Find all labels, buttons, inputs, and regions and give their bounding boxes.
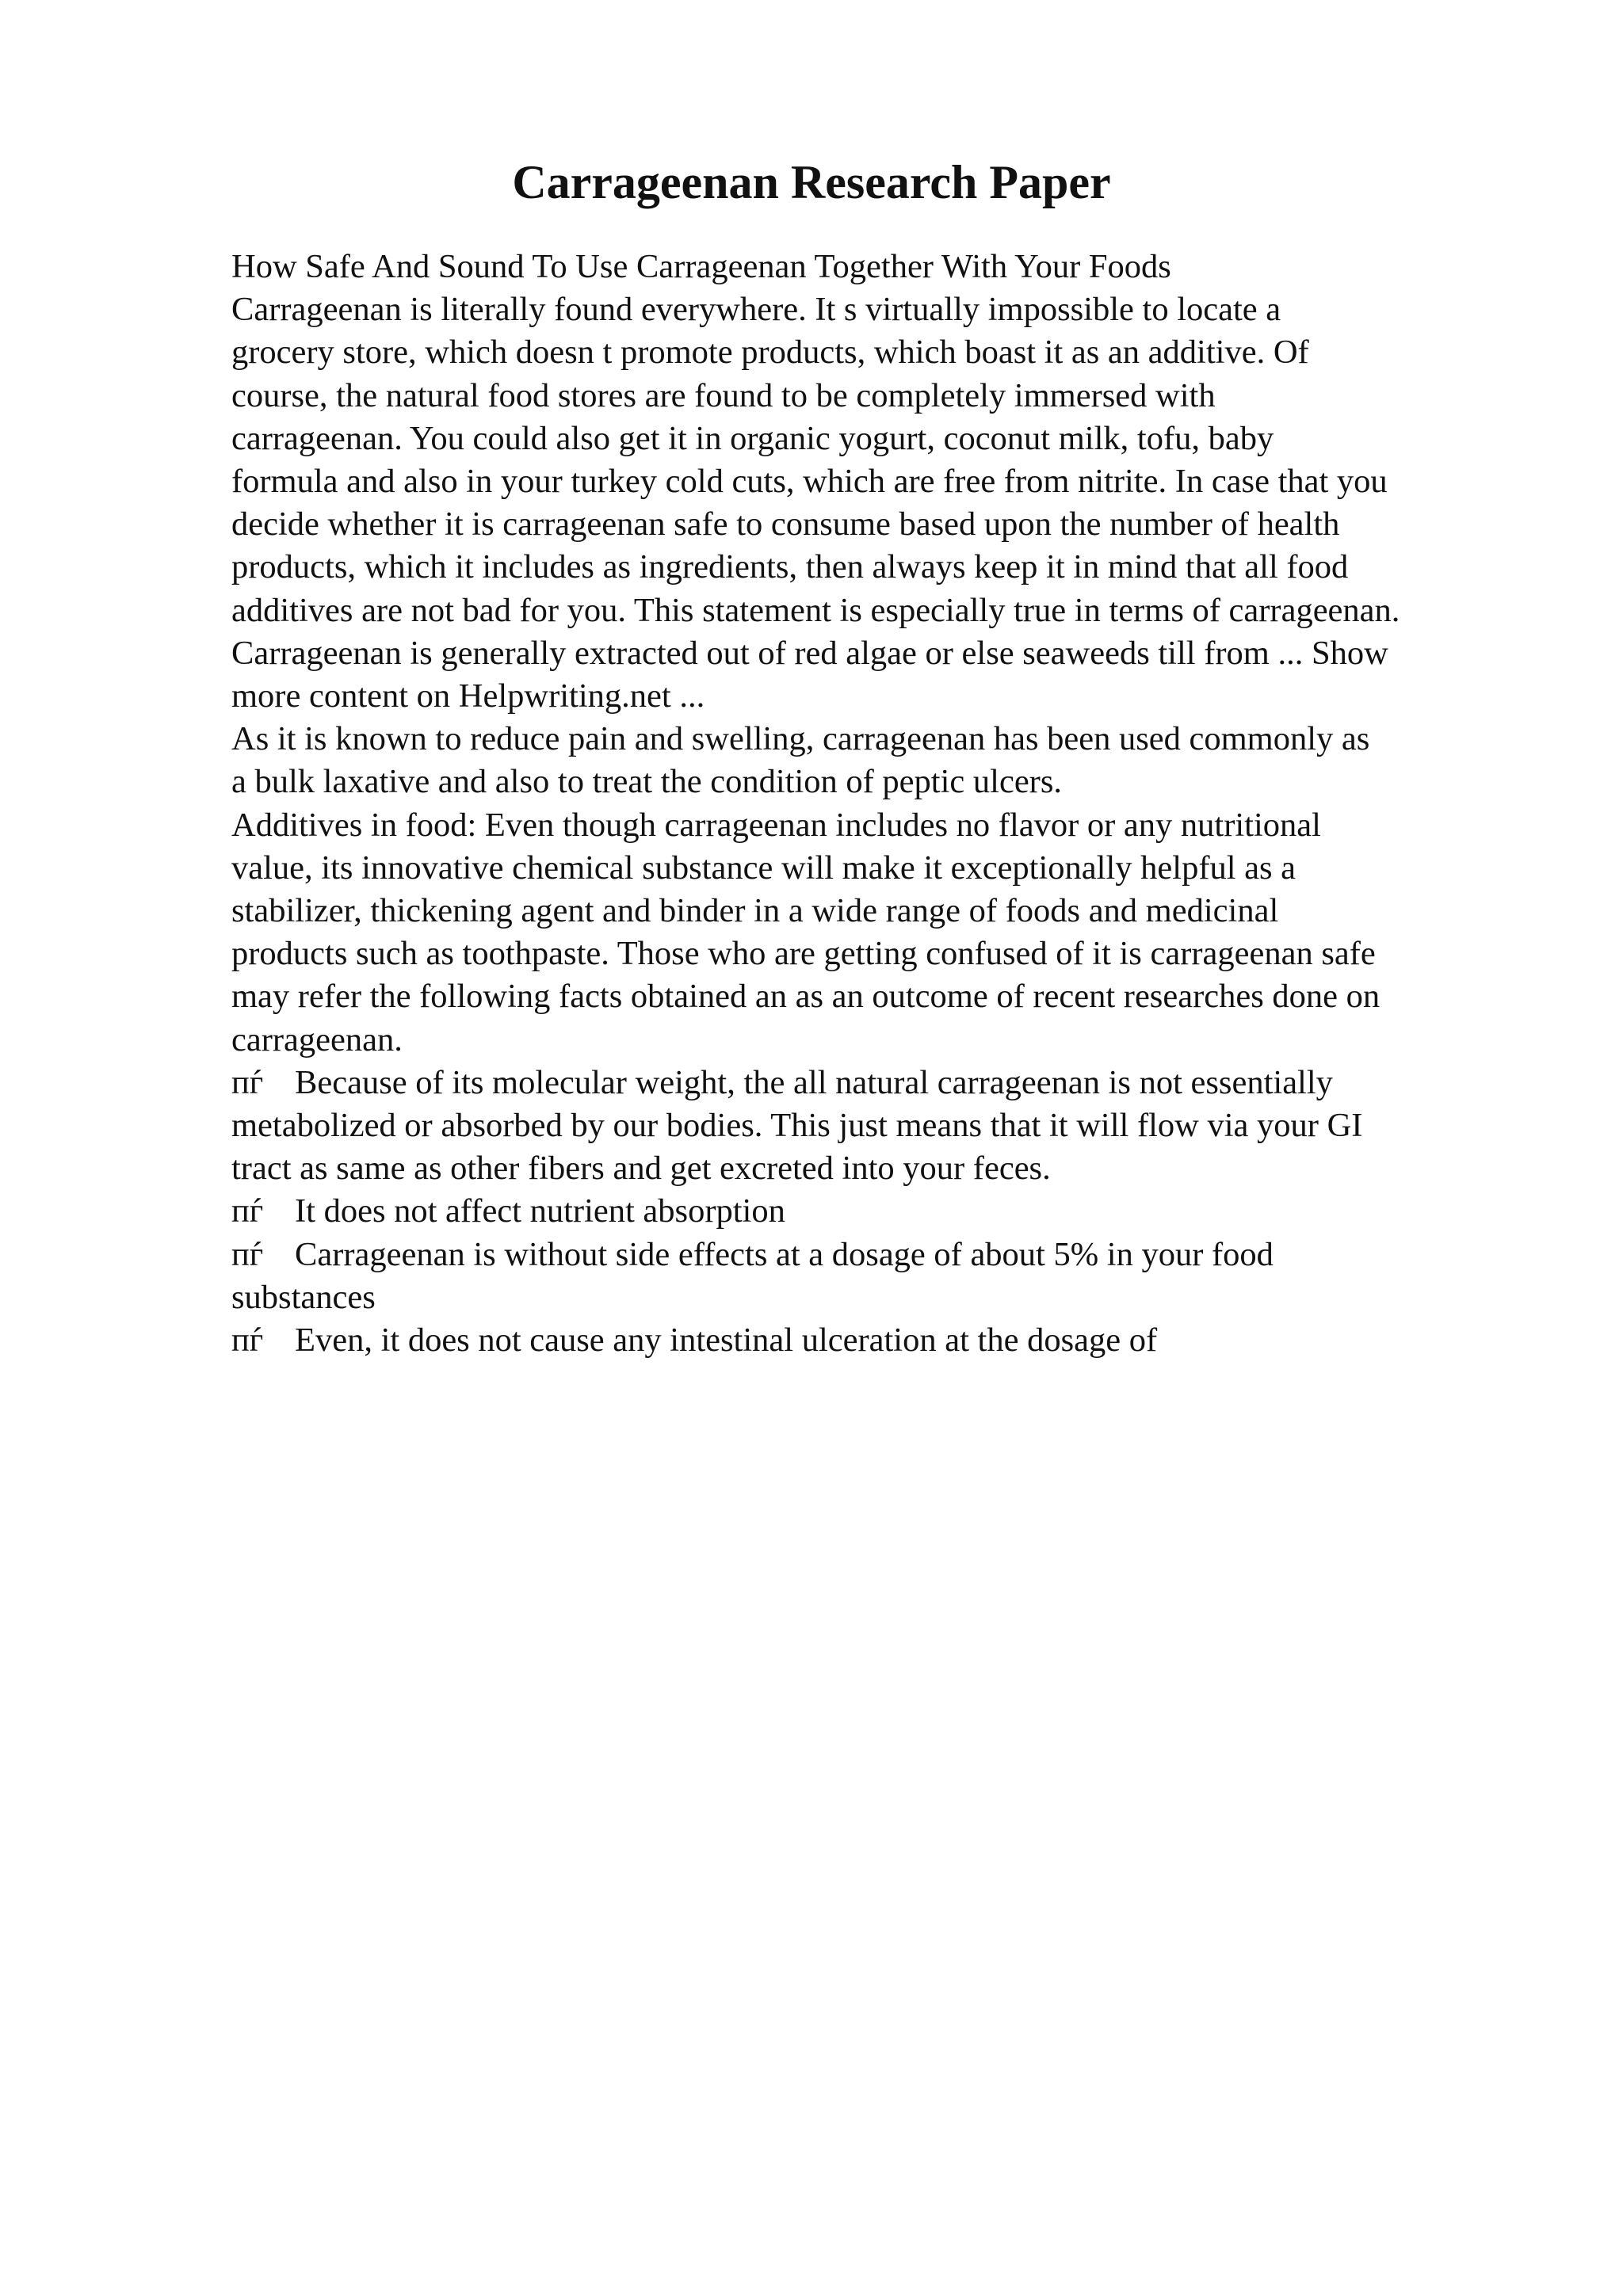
bullet-continuation: metabolized or absorbed by our bodies. This just means that it will flow via your GI — [231, 1107, 1363, 1145]
body-line: carrageenan. You could also get it in organic yogurt, coconut milk, tofu, baby — [231, 419, 1274, 457]
bullet-continuation: substances — [231, 1278, 376, 1316]
bullet-item — [231, 1190, 1531, 1233]
bullet-glyph: пѓ — [231, 1192, 264, 1230]
bullet-text: Because of its molecular weight, the all natural carrageenan is not essentially — [295, 1063, 1333, 1101]
bullet-continuation: tract as same as other fibers and get excreted into your feces. — [231, 1150, 1051, 1188]
body-line: stabilizer, thickening agent and binder in a wide range of foods and medicinal — [231, 892, 1279, 930]
bullet-glyph: пѓ — [231, 1235, 264, 1273]
bullet-item — [231, 1062, 1531, 1104]
body-line: may refer the following facts obtained an as an outcome of recent researches done on — [231, 978, 1381, 1016]
body-line: Additives in food: Even though carrageenan includes no flavor or any nutritional — [231, 806, 1321, 844]
body-line: grocery store, which doesn t promote products, which boast it as an additive. Of — [231, 334, 1309, 372]
body-line: Carrageenan is generally extracted out of red algae or else seaweeds till from ... Show — [231, 634, 1388, 672]
body-line: How Safe And Sound To Use Carrageenan Together With Your Foods — [231, 248, 1171, 285]
document-body — [231, 246, 1531, 1362]
body-line: a bulk laxative and also to treat the condition of peptic ulcers. — [231, 763, 1062, 801]
bullet-text: Even, it does not cause any intestinal ulceration at the dosage of — [295, 1322, 1158, 1360]
bullet-item — [231, 1234, 1531, 1276]
body-line: additives are not bad for you. This statement is especially true in terms of carrageenan. — [231, 591, 1400, 629]
body-line: carrageenan. — [231, 1020, 403, 1058]
bullet-glyph: пѓ — [231, 1322, 264, 1360]
body-line: As it is known to reduce pain and swelling, carrageenan has been used commonly as — [231, 720, 1370, 758]
bullet-text: Carrageenan is without side effects at a dosage of about 5% in your food — [295, 1235, 1274, 1273]
body-line: formula and also in your turkey cold cuts, which are free from nitrite. In case that you — [231, 463, 1388, 501]
document-title: Carrageenan Research Paper — [512, 156, 1111, 208]
body-line: products such as toothpaste. Those who are getting confused of it is carrageenan safe — [231, 935, 1376, 973]
body-line: more content on Helpwriting.net ... — [231, 677, 705, 715]
body-line: value, its innovative chemical substance will make it exceptionally helpful as a — [231, 849, 1296, 887]
body-line: Carrageenan is literally found everywhere. It s virtually impossible to locate a — [231, 291, 1281, 329]
bullet-text: It does not affect nutrient absorption — [295, 1192, 785, 1230]
body-line: course, the natural food stores are found to be completely immersed with — [231, 376, 1216, 414]
body-line: decide whether it is carrageenan safe to consume based upon the number of health — [231, 505, 1340, 543]
bullet-glyph: пѓ — [231, 1063, 264, 1101]
body-line: products, which it includes as ingredients, then always keep it in mind that all food — [231, 548, 1349, 586]
bullet-item — [231, 1319, 1531, 1362]
